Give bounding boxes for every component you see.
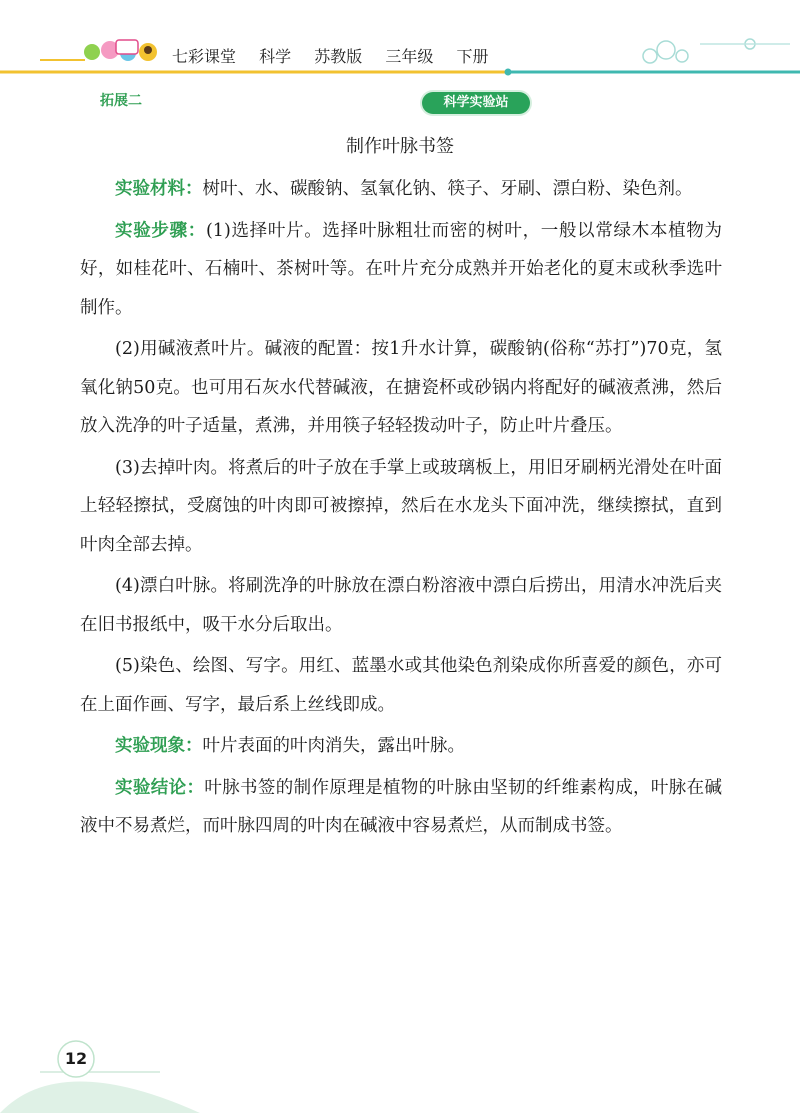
step-5-paragraph: (5)染色、绘图、写字。用红、蓝墨水或其他染色剂染成你所喜爱的颜色，亦可在上面作画、写字，最后系上丝线即成。 [80,656,722,715]
header-book-info [172,44,506,67]
header-subject: 科学 [259,47,292,66]
step-3-paragraph: (3)去掉叶肉。将煮后的叶子放在手掌上或玻璃板上，用旧牙刷柄光滑处在叶面上轻轻擦拭，受腐蚀的叶肉即可被擦掉，然后在水龙头下面冲洗，继续擦拭，直到叶肉全部去掉。 [80,457,722,555]
header-term: 下册 [456,47,489,66]
section-label: 拓展二 [100,93,142,109]
header-series: 七彩课堂 [172,47,237,66]
step-2-paragraph: (2)用碱液煮叶片。碱液的配置：按1升水计算，碳酸钠(俗称“苏打”)70克，氢氧化钠50克。也可用石灰水代替碱液，在搪瓷杯或砂锅内将配好的碱液煮沸，然后放入洗净的叶子适量，煮沸，并用筷子轻轻拨动叶子，防止叶片叠压。 [80,339,722,436]
footer-decoration [0,1010,200,1113]
header-publisher: 苏教版 [314,47,363,66]
conclusion-label: 实验结论： [115,777,205,798]
materials-paragraph [80,170,722,209]
materials-label: 实验材料： [115,179,203,199]
phenomenon-text: 叶片表面的叶肉消失，露出叶脉。 [202,736,465,756]
phenomenon-paragraph [80,727,722,766]
steps-paragraph [80,212,722,328]
steps-label: 实验步骤： [115,220,206,241]
conclusion-text: 叶脉书签的制作原理是植物的叶脉由坚韧的纤维素构成，叶脉在碱液中不易煮烂，而叶脉四周的叶肉在碱液中容易煮烂，从而制成书签。 [80,777,723,836]
header-grade: 三年级 [385,47,434,66]
page-number: 12 [64,1049,88,1068]
step-4-paragraph: (4)漂白叶脉。将刷洗净的叶脉放在漂白粉溶液中漂白后捞出，用清水冲洗后夹在旧书报纸中，吸干水分后取出。 [80,576,722,635]
page-title: 制作叶脉书签 [346,136,454,157]
bubbles-decoration-icon [643,39,755,63]
materials-text: 树叶、水、碳酸钠、氢氧化钠、筷子、牙刷、漂白粉、染色剂。 [202,179,693,199]
step-1-text: (1)选择叶片。选择叶脉粗壮而密的树叶，一般以常绿木本植物为好，如桂花叶、石楠叶、茶树叶等。在叶片充分成熟并开始老化的夏末或秋季选叶制作。 [80,220,723,318]
conclusion-paragraph [80,769,722,846]
phenomenon-label: 实验现象： [115,736,203,756]
article-body [80,170,722,849]
section-badge: 科学实验站 [422,92,530,114]
cartoon-kids-logo-icon [84,40,157,61]
